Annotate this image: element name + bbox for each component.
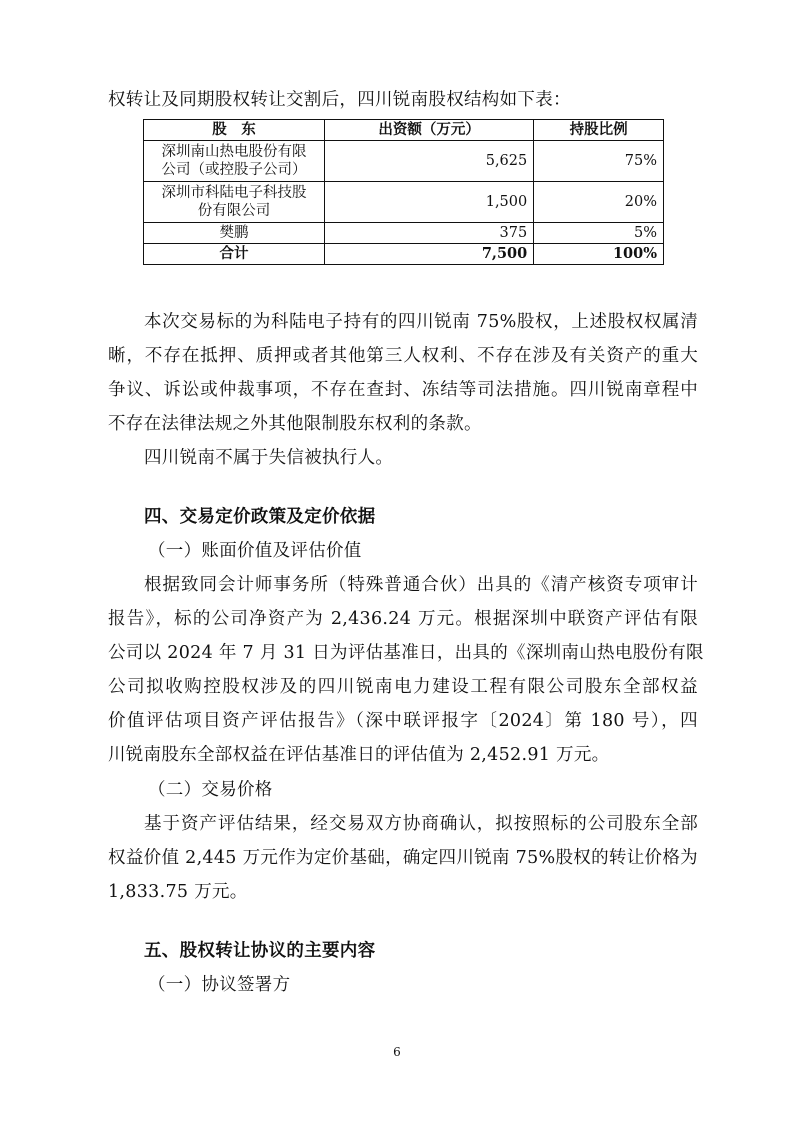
table-row (144, 182, 664, 223)
paragraph-line: 川锐南股东全部权益在评估基准日的评估值为 2,452.91 万元。 (108, 745, 610, 765)
holding-ratio: 20% (534, 182, 664, 223)
capital-amount: 375 (325, 223, 534, 244)
paragraph-line: 根据致同会计师事务所（特殊普通合伙）出具的《清产核资专项审计 (144, 575, 698, 595)
page-number: 6 (393, 1045, 401, 1059)
table-total-row (144, 244, 664, 265)
paragraph-line: 价值评估项目资产评估报告》（深中联评报字〔2024〕第 180 号），四 (108, 711, 698, 731)
holding-ratio: 75% (534, 141, 664, 182)
subsection-heading: （二）交易价格 (148, 780, 273, 800)
total-label: 合计 (144, 244, 325, 265)
section-heading: 五、股权转让协议的主要内容 (144, 941, 376, 961)
header-ratio: 持股比例 (534, 120, 664, 141)
capital-amount: 1,500 (325, 182, 534, 223)
equity-structure-table (143, 119, 664, 265)
paragraph-line: 不存在法律法规之外其他限制股东权利的条款。 (108, 414, 482, 434)
shareholder-name: 樊鹏 (144, 223, 325, 244)
table-row (144, 223, 664, 244)
paragraph-line: 争议、诉讼或仲裁事项，不存在查封、冻结等司法措施。四川锐南章程中 (108, 380, 698, 400)
paragraph-line: 公司拟收购控股权涉及的四川锐南电力建设工程有限公司股东全部权益 (108, 677, 698, 697)
shareholder-name-line: 深圳市科陆电子科技股 (161, 185, 307, 201)
section-heading: 四、交易定价政策及定价依据 (144, 507, 376, 527)
paragraph-line: 权益价值 2,445 万元作为定价基础，确定四川锐南 75%股权的转让价格为 (108, 848, 698, 868)
total-amount: 7,500 (325, 244, 534, 265)
subsection-heading: （一）协议签署方 (148, 975, 291, 995)
subsection-heading: （一）账面价值及评估价值 (148, 541, 362, 561)
header-shareholder: 股 东 (144, 120, 325, 141)
paragraph-line: 公司以 2024 年 7 月 31 日为评估基准日，出具的《深圳南山热电股份有限 (108, 643, 704, 663)
paragraph-line: 晰，不存在抵押、质押或者其他第三人权利、不存在涉及有关资产的重大 (108, 346, 698, 366)
shareholder-name-line: 深圳南山热电股份有限 (161, 144, 307, 160)
shareholder-name (144, 182, 325, 223)
table-row (144, 141, 664, 182)
shareholder-name (144, 141, 325, 182)
table-header-row (144, 120, 664, 141)
header-amount: 出资额（万元） (325, 120, 534, 141)
holding-ratio: 5% (534, 223, 664, 244)
intro-line: 权转让及同期股权转让交割后，四川锐南股权结构如下表： (108, 90, 571, 110)
paragraph-line: 报告》，标的公司净资产为 2,436.24 万元。根据深圳中联资产评估有限 (108, 609, 698, 629)
paragraph-line: 基于资产评估结果，经交易双方协商确认，拟按照标的公司股东全部 (144, 814, 698, 834)
shareholder-name-line: 公司（或控股子公司） (161, 162, 307, 178)
total-ratio: 100% (534, 244, 664, 265)
paragraph-line: 1,833.75 万元。 (108, 882, 248, 902)
shareholder-name-line: 份有限公司 (197, 203, 271, 219)
capital-amount: 5,625 (325, 141, 534, 182)
paragraph-line: 四川锐南不属于失信被执行人。 (144, 448, 394, 468)
paragraph-line: 本次交易标的为科陆电子持有的四川锐南 75%股权，上述股权权属清 (144, 312, 698, 332)
